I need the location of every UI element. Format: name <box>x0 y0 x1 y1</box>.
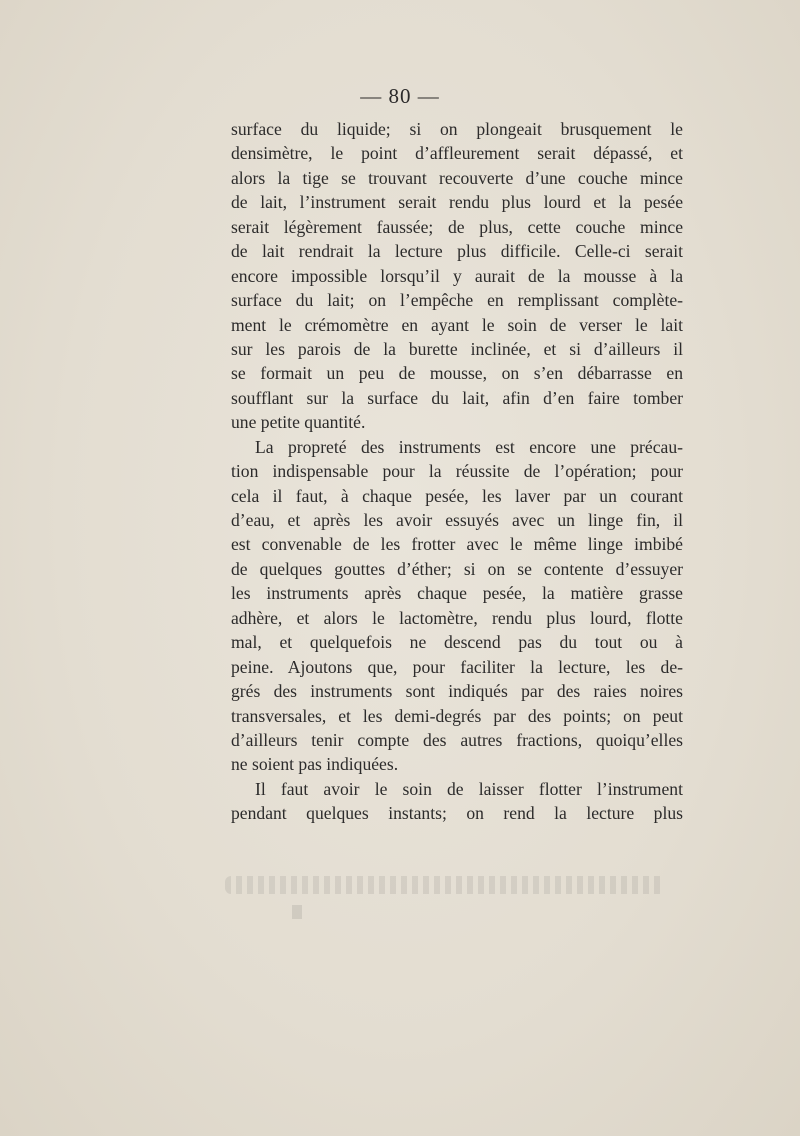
text-line: surface du liquide; si on plongeait brusquement le <box>231 119 683 139</box>
paragraph-start-line: Il faut avoir le soin de laisser flotter l’instrument <box>255 778 683 799</box>
text-line: mal, et quelquefois ne descend pas du tout ou à <box>231 632 683 653</box>
text-line: de quelques gouttes d’éther; si on se contente d’essuyer <box>231 558 683 579</box>
text-line: de lait rendrait la lecture plus difficile. Celle-ci serait <box>231 241 683 262</box>
show-through-mark <box>292 905 302 919</box>
text-line: transversales, et les demi-degrés par des points; on peut <box>231 705 683 726</box>
text-line: les instruments après chaque pesée, la matière grasse <box>231 583 683 604</box>
text-line: peine. Ajoutons que, pour faciliter la lecture, les de- <box>231 656 683 677</box>
show-through-smudge <box>225 876 665 894</box>
text-line: adhère, et alors le lactomètre, rendu plus lourd, flotte <box>231 607 683 628</box>
text-line: d’eau, et après les avoir essuyés avec un linge fin, il <box>231 510 683 530</box>
text-line: pendant quelques instants; on rend la lecture plus <box>231 803 683 824</box>
text-line: soufflant sur la surface du lait, afin d’en faire tomber <box>231 387 683 408</box>
text-line: se formait un peu de mousse, on s’en débarrasse en <box>231 363 683 384</box>
text-line: est convenable de les frotter avec le même linge imbibé <box>231 534 683 555</box>
text-line: de lait, l’instrument serait rendu plus lourd et la pesée <box>231 192 683 213</box>
text-line: serait légèrement faussée; de plus, cette couche mince <box>231 216 683 237</box>
text-line: sur les parois de la burette inclinée, et si d’ailleurs il <box>231 338 683 359</box>
page-number-header: — 80 — <box>360 84 440 108</box>
text-line: une petite quantité. <box>231 412 366 433</box>
text-line: alors la tige se trouvant recouverte d’une couche mince <box>231 167 683 188</box>
text-line: encore impossible lorsqu’il y aurait de la mousse à la <box>231 265 683 286</box>
text-line: surface du lait; on l’empêche en remplissant complète- <box>231 290 683 311</box>
text-line: d’ailleurs tenir compte des autres fractions, quoiqu’elles <box>231 729 683 750</box>
text-line: ne soient pas indiquées. <box>231 754 399 775</box>
text-line: tion indispensable pour la réussite de l’opération; pour <box>231 461 683 482</box>
text-line: cela il faut, à chaque pesée, les laver par un courant <box>231 485 683 506</box>
body-text <box>231 117 683 826</box>
text-line: grés des instruments sont indiqués par des raies noires <box>231 681 683 702</box>
text-line: densimètre, le point d’affleurement serait dépassé, et <box>231 143 683 164</box>
text-line: ment le crémomètre en ayant le soin de verser le lait <box>231 314 683 335</box>
paragraph-start-line: La propreté des instruments est encore une précau- <box>255 436 683 457</box>
